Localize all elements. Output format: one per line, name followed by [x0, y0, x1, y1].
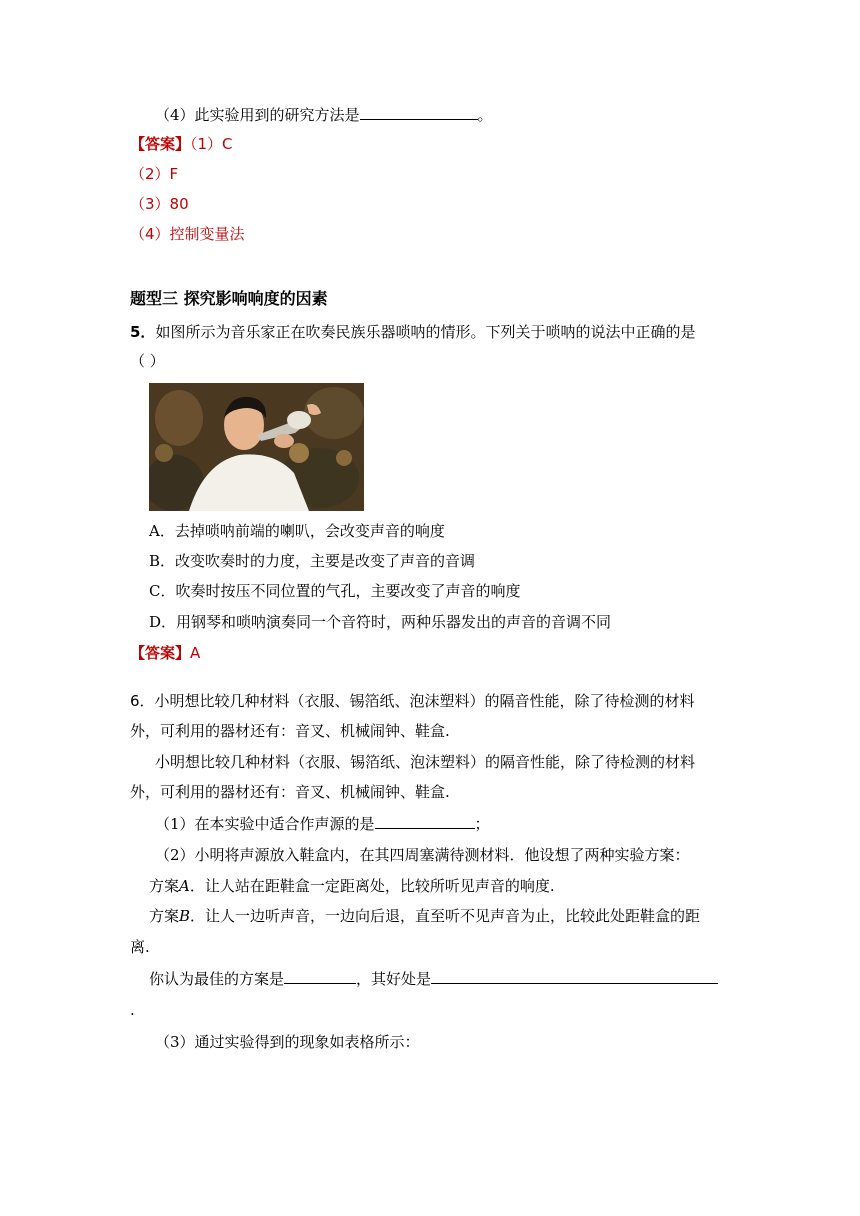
- q6-sub3: （3）通过实验得到的现象如表格所示：: [155, 1033, 420, 1051]
- q6-sub1: [155, 814, 490, 834]
- plan-a-letter: A: [179, 877, 190, 895]
- photo-illustration: [149, 383, 364, 511]
- prev-answer-4: （4）控制变量法: [130, 225, 245, 243]
- q5-option-d: D．用钢琴和唢呐演奏同一个音符时，两种乐器发出的声音的音调不同: [149, 613, 612, 631]
- prev-q4-end: 。: [477, 106, 493, 124]
- prev-answer-3: （3）80: [130, 195, 189, 213]
- prev-answer-2: （2）F: [130, 165, 179, 183]
- sound-source-blank: [375, 814, 475, 829]
- plan-b-text: ．让人一边听声音，一边向后退，直至听不见声音为止，比较此处距鞋盒的距: [190, 907, 701, 925]
- q5-option-b: B．改变吹奏时的力度，主要是改变了声音的音调: [149, 552, 476, 570]
- q6-p2-line1: 小明想比较几种材料（衣服、锡箔纸、泡沫塑料）的隔音性能，除了待检测的材料: [155, 753, 696, 771]
- q6-best-plan: [149, 969, 718, 989]
- q6-sub2: （2）小明将声源放入鞋盒内，在其四周塞满待测材料．他设想了两种实验方案：: [155, 846, 690, 864]
- prev-q4-text: （4）此实验用到的研究方法是: [155, 106, 360, 124]
- q6-sub1-end: ；: [474, 815, 490, 833]
- q6-plan-a: [149, 876, 555, 896]
- plan-b-label: 方案: [149, 907, 180, 925]
- q5-option-a: A．去掉唢呐前端的喇叭，会改变声音的响度: [149, 522, 445, 540]
- q5-answer-label: 【答案】: [130, 644, 191, 662]
- advantage-text: ，其好处是: [356, 970, 432, 988]
- q6-p2-line2: 外，可利用的器材还有：音叉、机械闹钟、鞋盒.: [130, 783, 450, 801]
- plan-a-text: ．让人站在距鞋盒一定距离处，比较所听见声音的响度.: [189, 877, 555, 895]
- q5-stem-line2: （ ）: [130, 352, 165, 370]
- q5-option-c: C．吹奏时按压不同位置的气孔，主要改变了声音的响度: [149, 582, 521, 600]
- section-title: 题型三 探究影响响度的因素: [130, 289, 328, 308]
- best-plan-text: 你认为最佳的方案是: [149, 970, 285, 988]
- advantage-blank: [431, 969, 718, 984]
- q6-p1-line2: 外，可利用的器材还有：音叉、机械闹钟、鞋盒.: [130, 722, 450, 740]
- q6-plan-b: [149, 906, 700, 926]
- q6-number: 6．: [130, 692, 155, 710]
- q5-stem-line1: [130, 322, 695, 342]
- q6-p1-text: 小明想比较几种材料（衣服、锡箔纸、泡沫塑料）的隔音性能，除了待检测的材料: [154, 692, 695, 710]
- plan-b-letter: B: [179, 907, 191, 925]
- q5-answer-value: A: [190, 644, 201, 662]
- answer-blank: [360, 105, 478, 120]
- prev-answer-1: [130, 134, 233, 154]
- best-plan-blank: [284, 969, 356, 984]
- q6-plan-b-line2: 离.: [130, 938, 150, 956]
- q6-best-end: .: [130, 1001, 135, 1019]
- q5-stem-text: 如图所示为音乐家正在吹奏民族乐器唢呐的情形。下列关于唢呐的说法中正确的是: [155, 323, 696, 341]
- plan-a-label: 方案: [149, 877, 180, 895]
- prev-q4: [155, 105, 493, 125]
- q6-p1-line1: [130, 691, 695, 711]
- answer-label: 【答案】: [130, 135, 191, 153]
- answer-value: （1）C: [190, 135, 233, 153]
- q6-sub1-text: （1）在本实验中适合作声源的是: [155, 815, 375, 833]
- suona-player-photo: [149, 383, 364, 511]
- q5-answer: [130, 643, 200, 663]
- q5-number: 5．: [130, 323, 156, 341]
